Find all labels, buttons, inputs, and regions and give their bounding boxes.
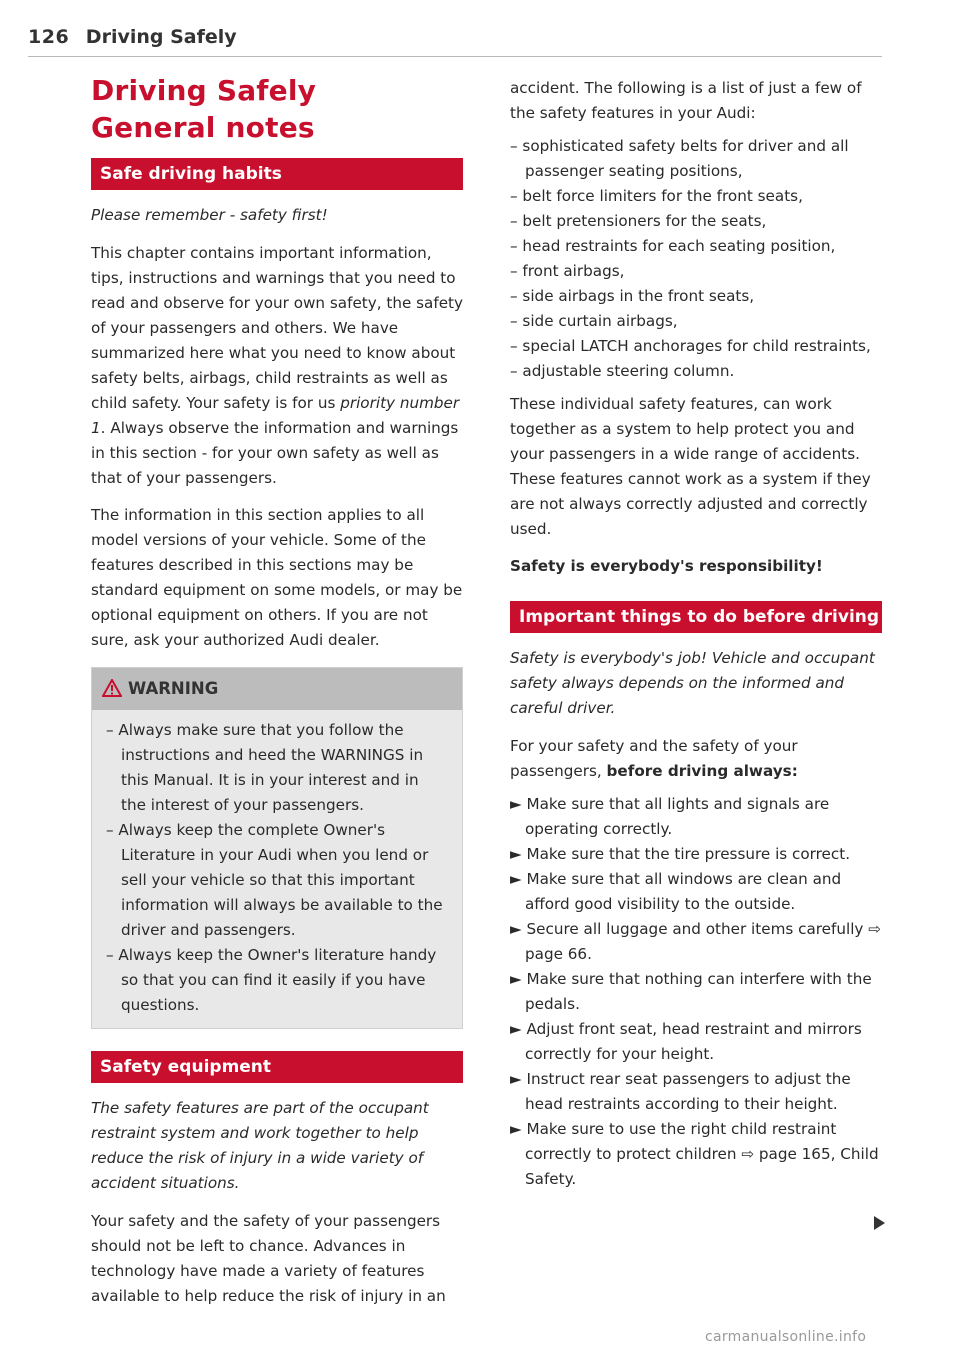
footer-watermark: carmanualsonline.info bbox=[705, 1329, 867, 1345]
checklist-item-link[interactable]: ► Secure all luggage and other items carefully ⇨ page 66. bbox=[510, 920, 881, 963]
warning-item: – Always make sure that you follow the instructions and heed the WARNINGS in this Manual. It is in your interest and in the interest of your passengers. bbox=[106, 721, 424, 814]
chapter-title: Driving Safely bbox=[91, 74, 317, 107]
checklist-item: ► Instruct rear seat passengers to adjust the head restraints according to their height. bbox=[510, 1070, 851, 1113]
section-title: General notes bbox=[91, 111, 315, 144]
page-number: 126 bbox=[28, 26, 70, 48]
before-driving-text: For your safety and the safety of your passengers, bbox=[510, 737, 798, 780]
checklist-item: ► Adjust front seat, head restraint and mirrors correctly for your height. bbox=[510, 1020, 862, 1063]
continue-arrow-icon bbox=[874, 1216, 885, 1230]
feature-item: – adjustable steering column. bbox=[510, 362, 735, 380]
checklist-item-link[interactable]: ► Make sure to use the right child restraint correctly to protect children ⇨ page 165, Child Safety. bbox=[510, 1120, 879, 1188]
paragraph-model-versions: The information in this section applies to all model versions of your vehicle. Some of the features described in this sections may be standard equipment on some models, or may be optional equipment on others. If you are not sure, ask your authorized Audi dealer. bbox=[91, 506, 463, 649]
heading-safety-equipment: Safety equipment bbox=[91, 1051, 463, 1083]
feature-item: – front airbags, bbox=[510, 262, 625, 280]
feature-item: – side curtain airbags, bbox=[510, 312, 678, 330]
running-head bbox=[28, 22, 882, 57]
before-driving-intro: Safety is everybody's job! Vehicle and occupant safety always depends on the informed and careful driver. bbox=[510, 649, 875, 717]
feature-item: – special LATCH anchorages for child restraints, bbox=[510, 337, 871, 355]
checklist-item: ► Make sure that nothing can interfere with the pedals. bbox=[510, 970, 872, 1013]
safety-features-list bbox=[510, 134, 882, 384]
before-driving-bold: before driving always: bbox=[606, 762, 798, 780]
paragraph-before-driving bbox=[510, 734, 882, 784]
paragraph-chapter-info-italic: priority number 1 bbox=[91, 394, 460, 437]
responsibility-line: Safety is everybody's responsibility! bbox=[510, 557, 823, 575]
right-column bbox=[510, 76, 882, 1192]
feature-item: – sophisticated safety belts for driver and all passenger seating positions, bbox=[510, 137, 849, 180]
paragraph-chapter-info bbox=[91, 241, 463, 491]
feature-item: – side airbags in the front seats, bbox=[510, 287, 755, 305]
left-column bbox=[91, 72, 463, 1309]
checklist bbox=[510, 792, 882, 1192]
warning-list bbox=[92, 710, 462, 1028]
feature-item: – belt force limiters for the front seats, bbox=[510, 187, 803, 205]
warning-item: – Always keep the complete Owner's Literature in your Audi when you lend or sell your vehicle so that this important information will always be available to the driver and passengers. bbox=[106, 821, 443, 939]
warning-box bbox=[91, 667, 463, 1029]
warning-triangle-icon bbox=[102, 679, 122, 697]
warning-item: – Always keep the Owner's literature handy so that you can find it easily if you have questions. bbox=[106, 946, 437, 1014]
feature-item: – head restraints for each seating position, bbox=[510, 237, 836, 255]
warning-header bbox=[92, 668, 462, 710]
checklist-item: ► Make sure that all windows are clean and afford good visibility to the outside. bbox=[510, 870, 842, 913]
checklist-item: ► Make sure that the tire pressure is correct. bbox=[510, 845, 851, 863]
paragraph-chapter-info-b: . Always observe the information and warnings in this section - for your own safety as well as that of your passengers. bbox=[91, 419, 459, 487]
warning-title: WARNING bbox=[128, 679, 219, 698]
feature-item: – belt pretensioners for the seats, bbox=[510, 212, 767, 230]
paragraph-features-list-intro: accident. The following is a list of just a few of the safety features in your Audi: bbox=[510, 79, 862, 122]
safety-features-intro: The safety features are part of the occupant restraint system and work together to help reduce the risk of injury in a wide variety of accident situations. bbox=[91, 1099, 429, 1192]
running-head-title: Driving Safely bbox=[85, 26, 237, 48]
intro-text: Please remember - safety first! bbox=[91, 206, 328, 224]
checklist-item: ► Make sure that all lights and signals are operating correctly. bbox=[510, 795, 830, 838]
heading-safe-driving-habits: Safe driving habits bbox=[91, 158, 463, 190]
paragraph-safety-chance: Your safety and the safety of your passengers should not be left to chance. Advances in technology have made a variety of features available to help reduce the risk of injury in an bbox=[91, 1212, 446, 1305]
heading-before-driving: Important things to do before driving bbox=[510, 601, 882, 633]
paragraph-chapter-info-a: This chapter contains important information, tips, instructions and warnings that you need to read and observe for your own safety, the safety of your passengers and others. We have summarized here what you need to know about safety belts, airbags, child restraints as well as child safety. Your safety is for us bbox=[91, 244, 463, 412]
paragraph-system: These individual safety features, can work together as a system to help protect you and your passengers in a wide range of accidents. These features cannot work as a system if they are not always correctly adjusted and correctly used. bbox=[510, 395, 871, 538]
